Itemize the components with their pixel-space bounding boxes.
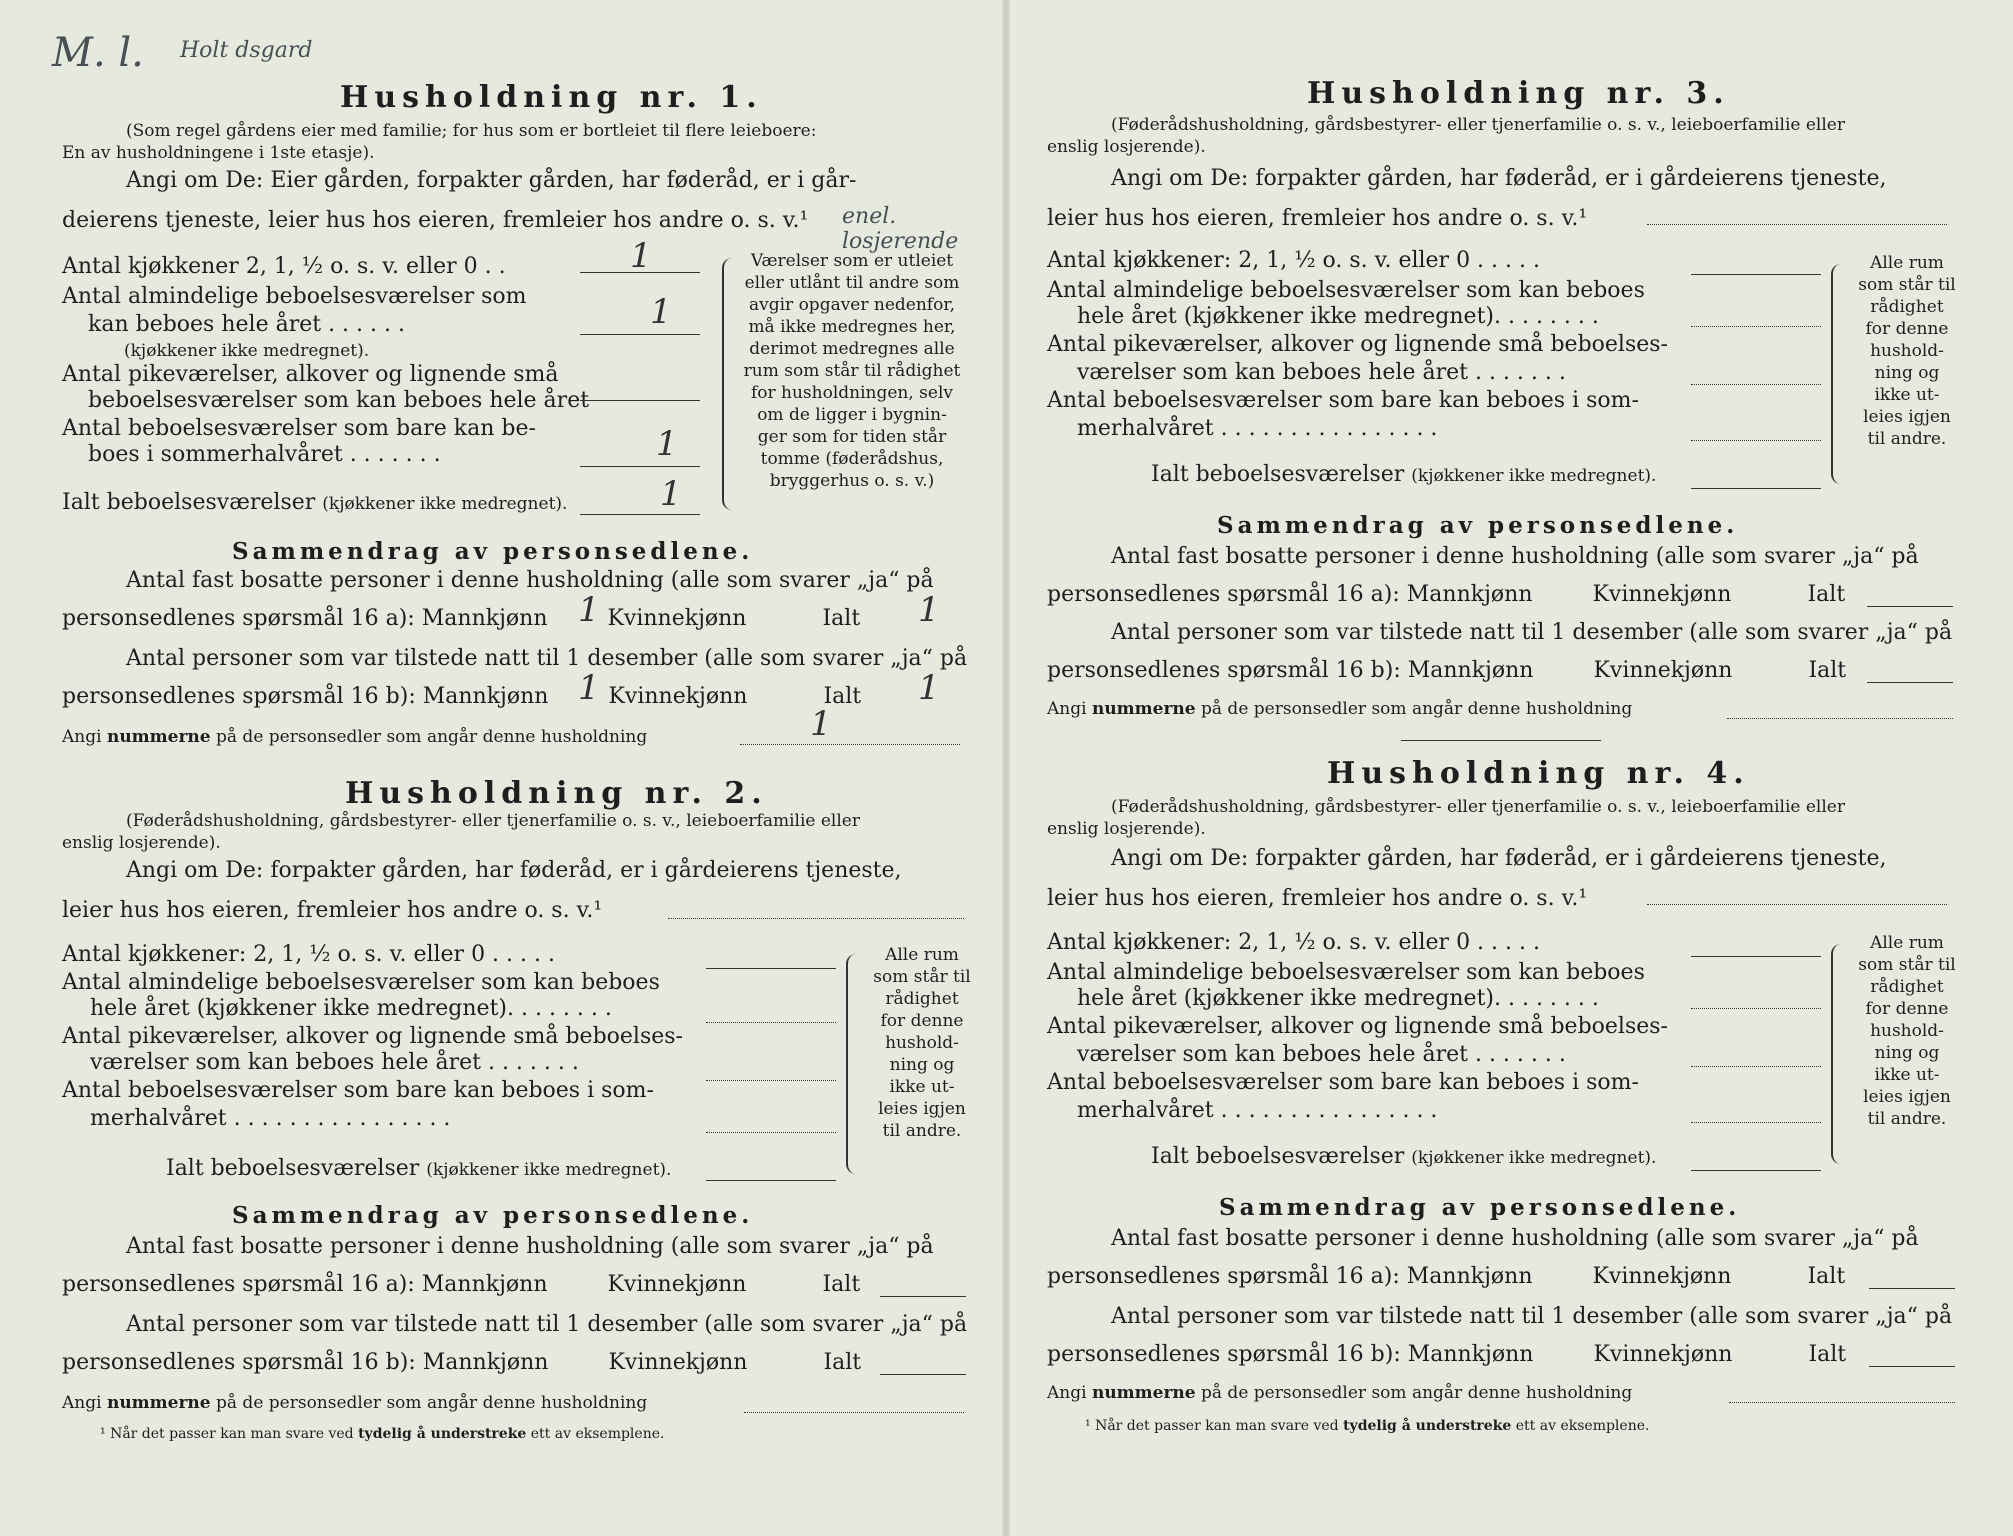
hold1-alm3: (kjøkkener ikke medregnet). <box>124 341 370 361</box>
hold2-sommer2: merhalvåret . . . . . . . . . . . . . . . . <box>90 1106 451 1131</box>
hold4-sommer2: merhalvåret . . . . . . . . . . . . . . . . <box>1077 1098 1438 1123</box>
hold3-s1: Antal fast bosatte personer i denne husholdning (alle som svarer „ja“ på <box>1111 544 1919 569</box>
hold1-pike1: Antal pikeværelser, alkover og lignende små <box>62 362 559 387</box>
hold2-pike2: værelser som kan beboes hele året . . . . . . . <box>90 1050 579 1075</box>
hold2-nummer: Angi nummerne på de personsedler som angår denne husholdning <box>62 1393 648 1413</box>
hold3-sommer2: merhalvåret . . . . . . . . . . . . . . . . <box>1077 416 1438 441</box>
hold4-pike1: Antal pikeværelser, alkover og lignende små beboelses- <box>1047 1014 1668 1039</box>
hold3-s3: Antal personer som var tilstede natt til 1 desember (alle som svarer „ja“ på <box>1111 620 1953 645</box>
hold4-s1: Antal fast bosatte personer i denne husholdning (alle som svarer „ja“ på <box>1111 1226 1919 1251</box>
hold4-title: Husholdning nr. 4. <box>1327 756 1750 791</box>
hold1-ialt: Ialt beboelsesværelser (kjøkkener ikke medregnet). <box>62 490 568 515</box>
hold4-alm1: Antal almindelige beboelsesværelser som kan beboes <box>1047 960 1645 985</box>
hold3-pike2: værelser som kan beboes hele året . . . . . . . <box>1077 360 1566 385</box>
handwritten-initials: M. l. <box>52 30 144 76</box>
hold3-alm1: Antal almindelige beboelsesværelser som kan beboes <box>1047 278 1645 303</box>
hold4-ialt: Ialt beboelsesværelser (kjøkkener ikke medregnet). <box>1151 1144 1657 1169</box>
hold2-alm1: Antal almindelige beboelsesværelser som kan beboes <box>62 970 660 995</box>
hold1-alm2: kan beboes hele året . . . . . . <box>88 312 405 337</box>
hold1-s4: personsedlenes spørsmål 16 b): Mannkjønn Kvinnekjønn Ialt <box>62 684 862 709</box>
hold3-ialt: Ialt beboelsesværelser (kjøkkener ikke medregnet). <box>1151 462 1657 487</box>
hold1-sommer-value: 1 <box>656 424 678 464</box>
hold4-s4: personsedlenes spørsmål 16 b): Mannkjønn Kvinnekjønn Ialt <box>1047 1342 1847 1367</box>
hold1-s2: personsedlenes spørsmål 16 a): Mannkjønn Kvinnekjønn Ialt <box>62 606 861 631</box>
hold1-s2-ialt: 1 <box>918 590 940 630</box>
hold4-nummer: Angi nummerne på de personsedler som angår denne husholdning <box>1047 1383 1633 1403</box>
hold4-sum-title: Sammendrag av personsedlene. <box>1219 1194 1741 1221</box>
hold1-kj-value: 1 <box>630 236 652 276</box>
right-page <box>1007 0 2013 1536</box>
hold4-angi1: Angi om De: forpakter gården, har føderåd, er i gårdeierens tjeneste, <box>1111 846 1887 871</box>
left-page <box>0 0 1006 1536</box>
hold1-intro1: (Som regel gårdens eier med familie; for hus som er bortleiet til flere leieboere: <box>126 121 817 141</box>
hold2-intro1: (Føderådshusholdning, gårdsbestyrer- eller tjenerfamilie o. s. v., leieboerfamilie eller <box>126 811 860 831</box>
hold1-pike2: beboelsesværelser som kan beboes hele året <box>88 388 590 413</box>
hold4-intro1: (Føderådshusholdning, gårdsbestyrer- eller tjenerfamilie o. s. v., leieboerfamilie eller <box>1111 797 1845 817</box>
hold1-alm-value: 1 <box>650 292 672 332</box>
hold3-sommer1: Antal beboelsesværelser som bare kan beboes i som- <box>1047 388 1639 413</box>
hold2-angi1: Angi om De: forpakter gården, har føderåd, er i gårdeierens tjeneste, <box>126 858 902 883</box>
hold3-sum-title: Sammendrag av personsedlene. <box>1217 512 1739 539</box>
hold2-sommer1: Antal beboelsesværelser som bare kan beboes i som- <box>62 1078 654 1103</box>
hold1-ialt-value: 1 <box>660 474 682 514</box>
hold1-s4-ialt: 1 <box>918 668 940 708</box>
hold2-angi2: leier hus hos eieren, fremleier hos andre o. s. v.¹ <box>62 898 603 923</box>
hold3-intro2: enslig losjerende). <box>1047 137 1206 157</box>
hold3-intro1: (Føderådshusholdning, gårdsbestyrer- eller tjenerfamilie o. s. v., leieboerfamilie eller <box>1111 115 1845 135</box>
hold1-s3: Antal personer som var tilstede natt til 1 desember (alle som svarer „ja“ på <box>126 646 968 671</box>
hold2-kj: Antal kjøkkener: 2, 1, ½ o. s. v. eller 0 . . . . . <box>62 942 555 967</box>
hold1-sum-title: Sammendrag av personsedlene. <box>232 538 754 565</box>
hold2-s1: Antal fast bosatte personer i denne husholdning (alle som svarer „ja“ på <box>126 1234 934 1259</box>
hold1-fill-answer: enel. losjerende <box>842 204 959 254</box>
hold1-alm1: Antal almindelige beboelsesværelser som <box>62 284 527 309</box>
hold3-title: Husholdning nr. 3. <box>1307 76 1730 111</box>
hold3-nummer: Angi nummerne på de personsedler som angår denne husholdning <box>1047 699 1633 719</box>
hold2-footnote: ¹ Når det passer kan man svare ved tydelig å understreke ett av eksemplene. <box>100 1426 665 1442</box>
hold3-pike1: Antal pikeværelser, alkover og lignende små beboelses- <box>1047 332 1668 357</box>
hold3-kj: Antal kjøkkener: 2, 1, ½ o. s. v. eller 0 . . . . . <box>1047 248 1540 273</box>
hold1-intro2: En av husholdningene i 1ste etasje). <box>62 143 375 163</box>
hold4-alm2: hele året (kjøkkener ikke medregnet). . . . . . . . <box>1077 986 1599 1011</box>
hold1-s2-mann: 1 <box>578 590 600 630</box>
hold1-kj: Antal kjøkkener 2, 1, ½ o. s. v. eller 0 . . <box>62 254 506 279</box>
hold3-angi1: Angi om De: forpakter gården, har føderåd, er i gårdeierens tjeneste, <box>1111 166 1887 191</box>
hold1-side-note: Værelser som er utleiet eller utlånt til andre som avgir opgaver nedenfor, må ikke medregnes her, derimot medregnes alle rum som står til rådighet for husholdningen, selv om de ligger i bygnin- ger som for tiden står tomme (føderådshus, bryggerhus o. s. v.) <box>743 251 961 491</box>
hold3-angi2: leier hus hos eieren, fremleier hos andre o. s. v.¹ <box>1047 206 1588 231</box>
hold3-s4: personsedlenes spørsmål 16 b): Mannkjønn Kvinnekjønn Ialt <box>1047 658 1847 683</box>
hold2-pike1: Antal pikeværelser, alkover og lignende små beboelses- <box>62 1024 683 1049</box>
hold2-alm2: hele året (kjøkkener ikke medregnet). . . . . . . . <box>90 996 612 1021</box>
hold1-title: Husholdning nr. 1. <box>340 80 763 115</box>
hold2-s4: personsedlenes spørsmål 16 b): Mannkjønn Kvinnekjønn Ialt <box>62 1350 862 1375</box>
hold1-s1: Antal fast bosatte personer i denne husholdning (alle som svarer „ja“ på <box>126 568 934 593</box>
hold1-angi1: Angi om De: Eier gården, forpakter gården, har føderåd, er i går- <box>126 168 857 193</box>
hold1-s4-mann: 1 <box>578 668 600 708</box>
hold2-s2: personsedlenes spørsmål 16 a): Mannkjønn Kvinnekjønn Ialt <box>62 1272 861 1297</box>
hold1-sommer2: boes i sommerhalvåret . . . . . . . <box>88 442 441 467</box>
hold3-s2: personsedlenes spørsmål 16 a): Mannkjønn Kvinnekjønn Ialt <box>1047 582 1846 607</box>
hold4-intro2: enslig losjerende). <box>1047 819 1206 839</box>
hold2-s3: Antal personer som var tilstede natt til 1 desember (alle som svarer „ja“ på <box>126 1312 968 1337</box>
hold1-angi2: deierens tjeneste, leier hus hos eieren, fremleier hos andre o. s. v.¹ <box>62 208 809 233</box>
hold4-sommer1: Antal beboelsesværelser som bare kan beboes i som- <box>1047 1070 1639 1095</box>
hold4-side-note: Alle rum som står til rådighet for denne hushold- ning og ikke ut- leies igjen til andre. <box>1858 933 1956 1129</box>
hold4-s2: personsedlenes spørsmål 16 a): Mannkjønn Kvinnekjønn Ialt <box>1047 1264 1846 1289</box>
hold1-nummer-value: 1 <box>810 704 832 744</box>
hold4-pike2: værelser som kan beboes hele året . . . . . . . <box>1077 1042 1566 1067</box>
handwritten-place: Holt dsgard <box>180 38 313 63</box>
hold3-alm2: hele året (kjøkkener ikke medregnet). . . . . . . . <box>1077 304 1599 329</box>
hold4-footnote: ¹ Når det passer kan man svare ved tydelig å understreke ett av eksemplene. <box>1085 1418 1650 1434</box>
hold1-nummer: Angi nummerne på de personsedler som angår denne husholdning <box>62 727 648 747</box>
hold2-intro2: enslig losjerende). <box>62 833 221 853</box>
hold3-side-note: Alle rum som står til rådighet for denne hushold- ning og ikke ut- leies igjen til andre. <box>1858 253 1956 449</box>
hold1-sommer1: Antal beboelsesværelser som bare kan be- <box>62 416 536 441</box>
hold2-title: Husholdning nr. 2. <box>345 776 768 811</box>
hold2-sum-title: Sammendrag av personsedlene. <box>232 1202 754 1229</box>
hold2-ialt: Ialt beboelsesværelser (kjøkkener ikke medregnet). <box>166 1156 672 1181</box>
hold2-side-note: Alle rum som står til rådighet for denne hushold- ning og ikke ut- leies igjen til andre. <box>873 945 971 1141</box>
hold4-s3: Antal personer som var tilstede natt til 1 desember (alle som svarer „ja“ på <box>1111 1304 1953 1329</box>
hold4-angi2: leier hus hos eieren, fremleier hos andre o. s. v.¹ <box>1047 886 1588 911</box>
hold4-kj: Antal kjøkkener: 2, 1, ½ o. s. v. eller 0 . . . . . <box>1047 930 1540 955</box>
